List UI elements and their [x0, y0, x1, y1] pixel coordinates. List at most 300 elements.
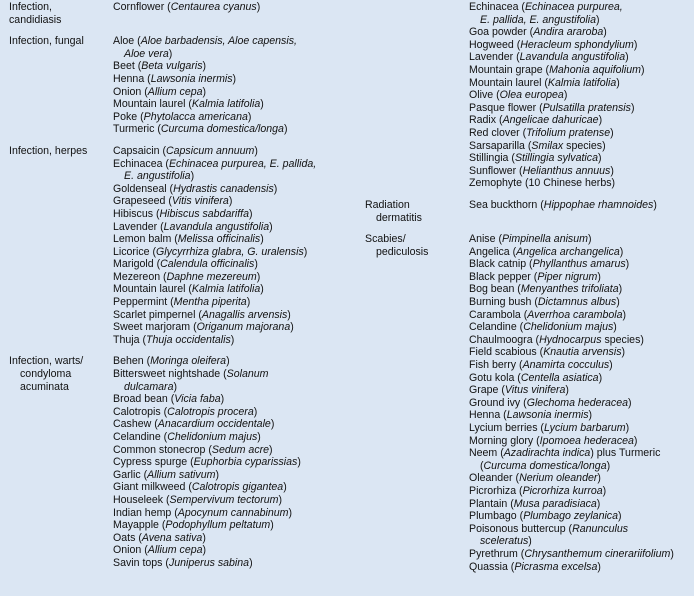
remedy-line: [469, 1, 645, 14]
remedy-line: [113, 86, 297, 99]
latin-name: Averrhoa carambola: [527, 308, 623, 321]
latin-name: Andira araroba: [533, 26, 604, 39]
latin-name: Heracleum sphondylium: [520, 38, 634, 51]
right-column: [365, 1, 674, 573]
latin-name: Centaurea cyanus: [170, 1, 257, 13]
common-name: Neem (: [469, 447, 504, 460]
remedy-line: [469, 510, 674, 523]
common-name: Celandine (: [469, 321, 524, 334]
latin-name: Smilax: [531, 139, 564, 152]
latin-name: Angelicae dahuricae: [502, 114, 599, 127]
common-name: ): [587, 233, 592, 246]
common-name: Hogweed (: [469, 38, 521, 51]
latin-name: Lavandula angustifolia: [163, 220, 270, 233]
common-name: Anise (: [469, 233, 502, 246]
latin-name: Trifolium pratense: [526, 126, 611, 139]
latin-name: Lawsonia inermis: [506, 409, 589, 422]
common-name: Black pepper (: [469, 270, 538, 283]
common-name: Poisonous buttercup (: [469, 522, 573, 535]
common-name: Houseleek (: [113, 493, 170, 506]
common-name: Licorice (: [113, 245, 156, 258]
common-name: ): [630, 101, 635, 114]
common-name: ): [633, 434, 638, 447]
remedy-line: [113, 98, 297, 111]
remedy-line: [469, 64, 645, 77]
common-name: ): [270, 519, 274, 532]
common-name: ): [230, 333, 235, 346]
common-name: Sea buckthorn (: [469, 198, 544, 211]
common-name: ): [619, 245, 624, 258]
common-name: Sunflower (: [469, 164, 523, 177]
common-name: ): [596, 497, 601, 510]
common-name: ): [249, 207, 253, 220]
common-name: ): [173, 380, 177, 393]
remedy-line: [469, 346, 674, 359]
condition-label: [365, 233, 469, 573]
common-name: ): [622, 308, 627, 321]
remedy-line: [113, 519, 301, 532]
remedy-line: [113, 557, 301, 570]
common-name: Sarsaparilla (: [469, 139, 532, 152]
common-name: ): [260, 98, 264, 111]
common-name: Goa powder (: [469, 26, 534, 39]
condition-label: [9, 355, 113, 569]
common-name: Pasque flower (: [469, 101, 543, 114]
common-name: Turmeric (: [113, 123, 161, 136]
condition-line: dermatitis: [376, 211, 422, 224]
remedy-line: [113, 221, 316, 234]
latin-name: Thuja occidentalis: [145, 333, 231, 346]
remedy-line: [469, 271, 674, 284]
common-name: ): [215, 468, 219, 481]
common-name: Henna (: [469, 409, 507, 422]
common-name: Goldenseal (: [113, 182, 174, 195]
remedy-line: [113, 431, 301, 444]
common-name: Lavender (: [469, 51, 520, 64]
remedy-list: [469, 199, 657, 224]
remedy-line: [113, 48, 297, 61]
condition-line: Infection, fungal: [9, 35, 84, 48]
common-name: ): [633, 38, 638, 51]
remedy-line: [113, 233, 316, 246]
latin-name: Helianthus annuus: [522, 164, 611, 177]
latin-name: Chrysanthemum cinerariifolium: [524, 547, 671, 560]
latin-name: Picrasma excelsa: [514, 560, 598, 573]
common-name: ): [602, 484, 607, 497]
common-name: ): [257, 431, 261, 443]
common-name: Poke (: [113, 110, 144, 123]
latin-name: Anagallis arvensis: [201, 308, 288, 321]
remedy-line: [469, 397, 674, 410]
condition-label: [365, 199, 469, 224]
common-name: Lycium berries (: [469, 422, 544, 434]
common-name: ): [168, 47, 173, 60]
common-name: ): [269, 443, 273, 456]
latin-name: sceleratus: [480, 535, 529, 548]
common-name: Field scabious (: [469, 346, 544, 359]
common-name: ): [253, 405, 258, 418]
condition-line: Radiation: [365, 198, 410, 211]
latin-name: Calotropis gigantea: [191, 481, 284, 494]
latin-name: Aloe vera: [124, 47, 169, 60]
remedy-line: [469, 77, 645, 90]
remedy-line: [469, 165, 645, 178]
table-section: [9, 1, 316, 26]
latin-name: Allium sativum: [147, 468, 216, 481]
common-name: ): [613, 321, 617, 334]
remedy-line: [469, 334, 674, 347]
common-name: Gotu kola (: [469, 371, 521, 384]
remedy-line: [469, 26, 645, 39]
latin-name: Origanum majorana: [196, 321, 291, 334]
remedy-line: [469, 89, 645, 102]
latin-name: Daphne mezereum: [166, 270, 257, 283]
condition-label: [9, 1, 113, 26]
remedy-line: [113, 469, 301, 482]
common-name: ): [283, 123, 288, 136]
common-name: ): [610, 164, 614, 177]
remedy-line: [113, 494, 301, 507]
common-name: ): [287, 308, 291, 321]
latin-name: Hibiscus sabdariffa: [159, 207, 250, 220]
common-name: Beet (: [113, 60, 142, 73]
common-name: Mountain grape (: [469, 63, 550, 76]
common-name: ): [232, 72, 237, 85]
condition-line: pediculosis: [376, 245, 429, 258]
left-column: [9, 1, 316, 570]
latin-name: Hippophae rhamnoides: [543, 198, 654, 211]
latin-name: Mahonia aquifolium: [549, 63, 641, 76]
latin-name: Beta vulgaris: [141, 60, 203, 73]
condition-line: Infection, warts/: [9, 355, 84, 368]
latin-name: Juniperus sabina: [168, 556, 250, 569]
condition-line: candidiasis: [9, 13, 62, 26]
remedy-line: [469, 460, 674, 473]
latin-name: Menyanthes trifoliata: [520, 283, 619, 296]
remedy-line: [469, 283, 674, 296]
remedy-line: [469, 140, 645, 153]
latin-name: Ipomoea hederacea: [539, 434, 634, 447]
common-name: Zemophyte (10 Chinese herbs): [469, 177, 616, 190]
common-name: Quassia (: [469, 560, 515, 573]
remedy-line: [469, 498, 674, 511]
common-name: Hibiscus (: [113, 207, 160, 220]
remedy-line: [113, 111, 297, 124]
latin-name: Podophyllum peltatum: [165, 519, 271, 532]
common-name: ): [528, 535, 532, 548]
common-name: ): [270, 418, 275, 431]
latin-name: Glycyrrhiza glabra, G. uralensis: [155, 245, 304, 258]
latin-name: Olea europea: [499, 89, 564, 102]
common-name: ): [588, 409, 593, 422]
remedy-line: [469, 114, 645, 127]
common-name: ): [297, 456, 301, 469]
common-name: Ground ivy (: [469, 396, 527, 409]
remedy-line: [113, 195, 316, 208]
condition-label: [9, 35, 113, 136]
latin-name: E. angustifolia: [124, 170, 191, 183]
common-name: Calotropis (: [113, 405, 168, 418]
common-name: Thuja (: [113, 333, 146, 346]
common-name: ): [202, 531, 206, 544]
remedy-line: [469, 422, 674, 435]
remedy-line: [113, 296, 316, 309]
remedy-line: [113, 309, 316, 322]
common-name: Giant milkweed (: [113, 481, 192, 494]
common-name: Mountain laurel (: [113, 283, 192, 296]
common-name: ): [260, 233, 264, 246]
remedy-line: [113, 456, 301, 469]
latin-name: Phytolacca americana: [143, 110, 248, 123]
remedy-line: [469, 447, 674, 460]
common-name: Lavender (: [113, 220, 164, 233]
latin-name: Sempervivum tectorum: [169, 493, 279, 506]
remedy-line: [113, 406, 301, 419]
common-name: Sweet marjoram (: [113, 321, 197, 334]
common-name: ): [603, 26, 607, 39]
condition-line: Scabies/: [365, 233, 406, 246]
common-name: ): [653, 198, 657, 211]
common-name: Cornflower (: [113, 1, 171, 13]
latin-name: Vitus vinifera: [504, 384, 566, 397]
remedy-line: [469, 548, 674, 561]
common-name: Cashew (: [113, 418, 158, 431]
common-name: Morning glory (: [469, 434, 540, 447]
common-name: ): [618, 283, 623, 296]
common-name: Behen (: [113, 355, 151, 368]
common-name: ): [303, 245, 308, 258]
condition-line: Infection,: [9, 1, 52, 13]
remedy-line: [469, 472, 674, 485]
latin-name: Centella asiatica: [520, 371, 599, 384]
common-name: ): [625, 51, 629, 64]
common-name: Olive (: [469, 89, 500, 102]
remedy-line: [469, 372, 674, 385]
latin-name: Musa paradisiaca: [513, 497, 597, 510]
remedy-line: [469, 152, 645, 165]
common-name: Common stonecrop (: [113, 443, 212, 456]
common-name: Echinacea (: [469, 1, 525, 13]
remedy-line: [469, 384, 674, 397]
latin-name: Sedum acre: [211, 443, 270, 456]
common-name: species): [601, 333, 644, 346]
condition-label: [365, 1, 469, 190]
common-name: Scarlet pimpernel (: [113, 308, 202, 321]
latin-name: Stillingia sylvatica: [514, 152, 598, 165]
remedy-line: [469, 409, 674, 422]
common-name: Lemon balm (: [113, 233, 178, 246]
common-name: ): [597, 560, 601, 573]
remedy-line: [469, 561, 674, 574]
table-section: [365, 1, 674, 190]
latin-name: Melissa officinalis: [177, 233, 261, 246]
latin-name: Plumbago zeylanica: [523, 510, 618, 523]
latin-name: Echinacea purpurea, E. pallida,: [168, 157, 317, 170]
latin-name: Echinacea purpurea,: [524, 1, 623, 13]
common-name: Bog bean (: [469, 283, 521, 296]
common-name: ): [247, 110, 252, 123]
common-name: Carambola (: [469, 308, 528, 321]
common-name: Henna (: [113, 72, 151, 85]
common-name: ): [190, 170, 195, 183]
latin-name: Moringa oleifera: [150, 355, 227, 368]
remedy-line: [469, 535, 674, 548]
remedy-line: [469, 296, 674, 309]
latin-name: Kalmia latifolia: [191, 98, 261, 111]
common-name: ): [616, 76, 620, 89]
latin-name: Anacardium occidentale: [157, 418, 271, 431]
common-name: ): [202, 85, 207, 98]
remedy-list: [469, 233, 674, 573]
remedy-line: [113, 258, 316, 271]
common-name: Savin tops (: [113, 556, 169, 569]
common-name: ): [254, 144, 258, 157]
remedy-line: [113, 145, 316, 158]
condition-line: condyloma: [20, 368, 72, 381]
common-name: Angelica (: [469, 245, 517, 258]
latin-name: Ranunculus: [572, 522, 629, 535]
latin-name: Vitis vinifera: [171, 195, 229, 208]
common-name: Pyrethrum (: [469, 547, 525, 560]
common-name: ): [565, 384, 569, 397]
common-name: Broad bean (: [113, 393, 175, 406]
remedy-line: [113, 1, 260, 14]
latin-name: Dictamnus albus: [537, 296, 617, 309]
remedy-line: [469, 435, 674, 448]
remedy-line: [113, 60, 297, 73]
common-name: Plantain (: [469, 497, 514, 510]
common-name: ): [597, 152, 602, 165]
common-name: Indian hemp (: [113, 506, 178, 519]
latin-name: Phyllanthus amarus: [532, 258, 626, 271]
common-name: ): [640, 63, 645, 76]
common-name: Mountain laurel (: [469, 76, 548, 89]
common-name: ): [278, 493, 282, 506]
common-name: Onion (: [113, 85, 148, 98]
common-name: species): [563, 139, 606, 152]
condition-line: Infection, herpes: [9, 144, 88, 157]
remedy-line: [469, 39, 645, 52]
remedy-line: [113, 544, 301, 557]
latin-name: E. pallida, E. angustifolia: [480, 13, 597, 26]
common-name: Radix (: [469, 114, 503, 127]
condition-label: [9, 145, 113, 347]
common-name: ): [269, 220, 273, 233]
remedy-line: [113, 35, 297, 48]
common-name: ): [609, 359, 613, 372]
latin-name: Lycium barbarum: [543, 422, 626, 434]
latin-name: Nerium oleander: [519, 472, 598, 485]
latin-name: Calendula officinalis: [160, 258, 255, 271]
common-name: Grape (: [469, 384, 505, 397]
common-name: Burning bush (: [469, 296, 538, 309]
latin-name: Piper nigrum: [537, 270, 598, 283]
remedy-list: [113, 145, 316, 347]
common-name: ): [254, 258, 258, 271]
remedy-line: [113, 283, 316, 296]
latin-name: Picrorhiza kurroa: [522, 484, 603, 497]
common-name: Mountain laurel (: [113, 98, 192, 111]
common-name: ): [290, 321, 294, 334]
table-section: [9, 145, 316, 347]
common-name: ): [628, 396, 632, 409]
remedy-line: [113, 444, 301, 457]
common-name: ): [228, 195, 233, 208]
remedy-line: [113, 123, 297, 136]
remedy-line: [469, 233, 674, 246]
remedy-line: [469, 485, 674, 498]
remedy-list: [113, 35, 297, 136]
common-name: ): [260, 283, 264, 296]
common-name: Echinacea (: [113, 157, 169, 170]
common-name: ): [283, 481, 287, 494]
table-section: [9, 355, 316, 569]
remedy-list: [469, 1, 645, 190]
latin-name: Glechoma hederacea: [526, 396, 628, 409]
common-name: (: [480, 459, 484, 472]
common-name: ): [598, 371, 603, 384]
remedy-line: [113, 73, 297, 86]
common-name: Peppermint (: [113, 296, 174, 309]
latin-name: Solanum: [226, 368, 269, 381]
common-name: ): [226, 355, 230, 368]
table-section: [365, 233, 674, 573]
remedy-line: [469, 523, 674, 536]
remedy-line: [469, 51, 645, 64]
remedy-line: [113, 532, 301, 545]
common-name: ): [598, 114, 603, 127]
latin-name: Chelidonium majus: [167, 431, 258, 443]
latin-name: Avena sativa: [141, 531, 203, 544]
remedy-line: [113, 481, 301, 494]
common-name: Aloe (: [113, 35, 141, 48]
common-name: ) plus Turmeric: [590, 447, 661, 460]
common-name: Grapeseed (: [113, 195, 172, 208]
common-name: ): [202, 60, 207, 73]
common-name: ): [618, 510, 622, 523]
common-name: Stillingia (: [469, 152, 515, 165]
latin-name: Chelidonium majus: [523, 321, 614, 334]
remedy-line: [469, 102, 645, 115]
remedy-line: [113, 271, 316, 284]
remedy-list: [113, 1, 260, 26]
latin-name: Euphorbia cyparissias: [193, 456, 298, 469]
common-name: Chaulmoogra (: [469, 333, 540, 346]
latin-name: Aloe barbadensis, Aloe capensis,: [140, 35, 297, 48]
latin-name: Capsicum annuum: [166, 144, 255, 157]
remedy-line: [113, 208, 316, 221]
common-name: ): [256, 270, 261, 283]
common-name: Fish berry (: [469, 359, 523, 372]
latin-name: Allium cepa: [147, 85, 203, 98]
latin-name: Apocynum cannabinum: [177, 506, 289, 519]
remedy-line: [113, 321, 316, 334]
remedy-line: [469, 199, 657, 212]
common-name: ): [625, 422, 630, 434]
common-name: Oats (: [113, 531, 142, 544]
remedy-line: [469, 309, 674, 322]
common-name: Mezereon (: [113, 270, 167, 283]
common-name: Black catnip (: [469, 258, 533, 271]
condition-line: acuminata: [20, 380, 69, 393]
latin-name: Knautia arvensis: [543, 346, 622, 359]
remedy-line: [469, 359, 674, 372]
common-name: ): [610, 126, 614, 139]
remedy-line: [113, 418, 301, 431]
remedy-list: [113, 355, 301, 569]
remedy-line: [469, 321, 674, 334]
remedy-line: [113, 381, 301, 394]
